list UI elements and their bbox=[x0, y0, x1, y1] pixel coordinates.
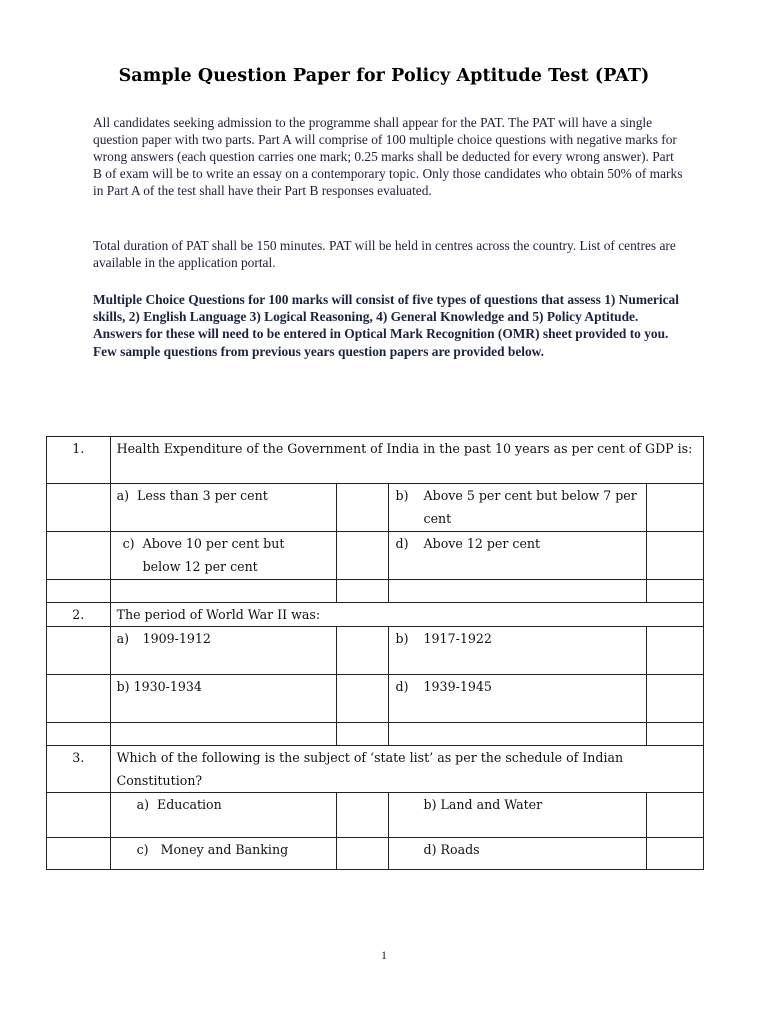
option-cell bbox=[110, 793, 336, 838]
option-cell bbox=[388, 838, 646, 870]
answer-box bbox=[336, 793, 388, 838]
option-text: 1917-1922 bbox=[423, 631, 492, 646]
option-label: d) bbox=[395, 679, 409, 694]
option-text: Money and Banking bbox=[160, 842, 289, 857]
option-text: 1939-1945 bbox=[423, 679, 492, 694]
blank-cell bbox=[47, 484, 111, 532]
question-number: 2. bbox=[47, 603, 111, 627]
questions-table bbox=[46, 436, 704, 870]
option-text: 1909-1912 bbox=[142, 631, 211, 646]
blank-cell bbox=[47, 627, 111, 675]
option-text: Above 12 per cent bbox=[423, 536, 541, 551]
option-cell bbox=[388, 484, 646, 532]
answer-box bbox=[336, 627, 388, 675]
option-row bbox=[47, 532, 704, 580]
answer-box bbox=[336, 838, 388, 870]
question-text: Which of the following is the subject of ‘state list’ as per the schedule of Indian Constitution? bbox=[110, 746, 703, 793]
option-label: b) bbox=[423, 797, 437, 812]
option-text: Less than 3 per cent bbox=[137, 488, 268, 503]
option-text: Roads bbox=[440, 842, 480, 857]
option-label: c) bbox=[136, 842, 149, 857]
option-text: Above 5 per cent but below 7 per cent bbox=[423, 488, 637, 526]
option-label: b) bbox=[395, 631, 409, 646]
question-row bbox=[47, 437, 704, 484]
option-cell bbox=[388, 675, 646, 723]
question-row bbox=[47, 603, 704, 627]
duration-paragraph: Total duration of PAT shall be 150 minutes. PAT will be held in centres across the country. List of centres are available in the application portal. bbox=[93, 238, 676, 270]
question-number: 3. bbox=[47, 746, 111, 793]
question-row bbox=[47, 746, 704, 793]
option-cell bbox=[110, 838, 336, 870]
option-label: b) bbox=[116, 679, 130, 694]
option-cell bbox=[110, 532, 336, 580]
option-label: b) bbox=[395, 488, 409, 503]
blank-cell bbox=[47, 532, 111, 580]
answer-box bbox=[646, 838, 704, 870]
option-label: a) bbox=[136, 797, 150, 812]
option-cell bbox=[388, 793, 646, 838]
answer-box bbox=[646, 484, 704, 532]
mcq-paragraph: Multiple Choice Questions for 100 marks will consist of five types of questions that assess 1) Numerical skills, 2) English Language 3) Logical Reasoning, 4) General Knowledge and 5) Policy Aptitude. Answers for these will need to be entered in Optical Mark Recognition (OMR) sheet provided to you. Few sample questions from previous years question papers are provided below. bbox=[93, 292, 679, 359]
option-row bbox=[47, 484, 704, 532]
option-label: d) bbox=[395, 536, 409, 551]
option-text: Education bbox=[157, 797, 222, 812]
option-cell bbox=[110, 627, 336, 675]
blank-cell bbox=[47, 675, 111, 723]
answer-box bbox=[336, 484, 388, 532]
option-cell bbox=[388, 532, 646, 580]
blank-cell bbox=[47, 838, 111, 870]
answer-box bbox=[646, 532, 704, 580]
option-cell bbox=[110, 675, 336, 723]
option-row bbox=[47, 627, 704, 675]
option-row bbox=[47, 675, 704, 723]
spacer-row bbox=[47, 723, 704, 746]
option-text: Above 10 per cent but below 12 per cent bbox=[142, 536, 285, 574]
answer-box bbox=[646, 627, 704, 675]
option-row bbox=[47, 793, 704, 838]
option-text: Land and Water bbox=[440, 797, 543, 812]
spacer-row bbox=[47, 580, 704, 603]
question-text: The period of World War II was: bbox=[110, 603, 703, 627]
option-label: a) bbox=[116, 488, 130, 503]
answer-box bbox=[336, 675, 388, 723]
blank-cell bbox=[47, 793, 111, 838]
option-label: a) bbox=[116, 631, 130, 646]
option-cell bbox=[110, 484, 336, 532]
answer-box bbox=[646, 793, 704, 838]
answer-box bbox=[336, 532, 388, 580]
answer-box bbox=[646, 675, 704, 723]
document-title: Sample Question Paper for Policy Aptitude Test (PAT) bbox=[118, 66, 650, 86]
page-number: 1 bbox=[381, 948, 387, 962]
option-text: 1930-1934 bbox=[133, 679, 202, 694]
intro-paragraph: All candidates seeking admission to the programme shall appear for the PAT. The PAT will have a single question paper with two parts. Part A will comprise of 100 multiple choice questions with negative marks for wrong answers (each question carries one mark; 0.25 marks shall be deducted for every wrong answer). Part B of exam will be to write an essay on a contemporary topic. Only those candidates who obtain 50% of marks in Part A of the test shall have their Part B responses evaluated. bbox=[93, 115, 683, 198]
question-text: Health Expenditure of the Government of India in the past 10 years as per cent of GDP is: bbox=[110, 437, 703, 484]
option-row bbox=[47, 838, 704, 870]
option-label: c) bbox=[122, 536, 135, 551]
option-cell bbox=[388, 627, 646, 675]
option-label: d) bbox=[423, 842, 437, 857]
question-number: 1. bbox=[47, 437, 111, 484]
